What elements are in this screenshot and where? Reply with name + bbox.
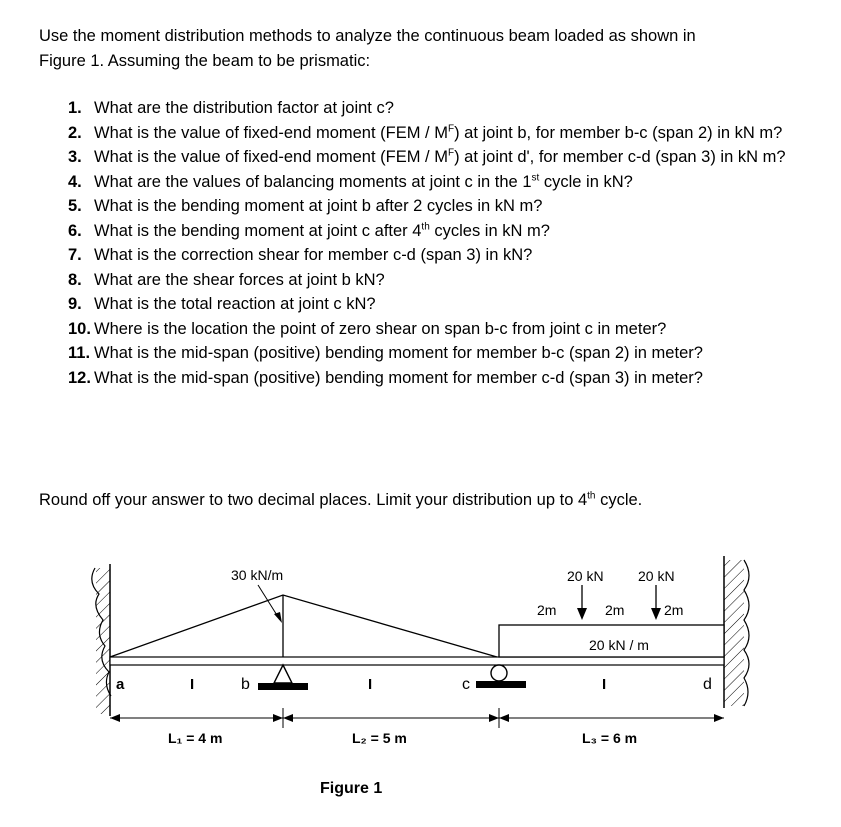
figure-caption: Figure 1: [320, 780, 383, 797]
question-text-part: What are the shear forces at joint b kN?: [94, 270, 385, 289]
dimension-2m-a: 2m: [537, 602, 557, 618]
question-superscript: st: [531, 172, 540, 183]
right-fixed-support: [724, 556, 749, 708]
joint-c-label: c: [462, 676, 470, 693]
question-number: 10.: [68, 319, 91, 338]
inertia-3-label: I: [602, 676, 607, 693]
question-number: 12.: [68, 368, 91, 387]
question-text-part: cycles in kN m?: [429, 221, 550, 240]
dimension-line: [110, 708, 724, 728]
dimension-2m-b: 2m: [605, 602, 625, 618]
question-number: 8.: [68, 270, 82, 289]
question-text-part: cycle in kN?: [539, 172, 633, 191]
question-number: 1.: [68, 99, 82, 117]
question-number: 9.: [68, 295, 82, 313]
question-text-part: ) at joint d', for member c-d (span 3) in kN m?: [454, 148, 786, 166]
question-text-part: What is the value of fixed-end moment (FEM / M: [94, 123, 448, 142]
point-load-arrow-2: [651, 585, 661, 620]
question-number: 6.: [68, 221, 82, 240]
question-text-part: What are the distribution factor at joint c?: [94, 99, 394, 117]
question-text-part: Where is the location the point of zero shear on span b-c from joint c in meter?: [94, 319, 667, 338]
question-text-part: ) at joint b, for member b-c (span 2) in kN m?: [454, 123, 783, 142]
question-superscript: th: [421, 221, 430, 232]
triangular-load: [110, 585, 497, 657]
question-superscript: F: [447, 147, 455, 159]
inertia-1-label: I: [190, 676, 195, 693]
span-1-label: L₁ = 4 m: [168, 730, 223, 746]
joint-a-label: a: [116, 676, 125, 693]
rounding-note-end: cycle.: [595, 491, 643, 509]
span-2-label: L₂ = 5 m: [352, 730, 407, 746]
question-text-part: What is the mid-span (positive) bending moment for member b-c (span 2) in meter?: [94, 344, 703, 362]
intro-line-2: Figure 1. Assuming the beam to be prismatic:: [39, 52, 371, 70]
question-number: 7.: [68, 246, 82, 264]
joint-d-label: d: [703, 676, 712, 693]
question-number: 3.: [68, 148, 82, 166]
question-number: 5.: [68, 197, 82, 215]
question-number: 11.: [68, 344, 91, 362]
question-text-part: What is the value of fixed-end moment (FEM / M: [94, 148, 448, 166]
rounding-note-sup: th: [587, 490, 596, 502]
triangular-load-label: 30 kN/m: [231, 567, 284, 583]
intro-line-1: Use the moment distribution methods to analyze the continuous beam loaded as shown in: [39, 27, 696, 45]
question-text-part: What is the bending moment at joint c after 4: [94, 221, 422, 240]
left-fixed-support: [92, 564, 111, 716]
point-load-1-label: 20 kN: [567, 568, 604, 584]
point-load-2-label: 20 kN: [638, 568, 675, 584]
question-text-part: What is the bending moment at joint b after 2 cycles in kN m?: [94, 197, 543, 215]
dimension-2m-c: 2m: [664, 602, 684, 618]
pin-support-b: [258, 665, 308, 690]
inertia-2-label: I: [368, 676, 373, 693]
question-text-part: What is the mid-span (positive) bending moment for member c-d (span 3) in meter?: [94, 368, 703, 387]
span-3-label: L₃ = 6 m: [582, 730, 638, 746]
rounding-note-text: Round off your answer to two decimal places. Limit your distribution up to 4: [39, 491, 588, 509]
question-text-part: What is the total reaction at joint c kN?: [94, 295, 376, 313]
uniform-load-label: 20 kN / m: [589, 637, 649, 653]
question-text-part: What are the values of balancing moments at joint c in the 1: [94, 172, 532, 191]
question-text-part: What is the correction shear for member c-d (span 3) in kN?: [94, 246, 533, 264]
question-superscript: F: [447, 123, 455, 134]
beam: [110, 657, 724, 665]
question-number: 4.: [68, 172, 82, 191]
point-load-arrow-1: [577, 585, 587, 620]
joint-b-label: b: [241, 676, 250, 693]
roller-support-c: [476, 665, 526, 688]
question-number: 2.: [68, 123, 82, 142]
